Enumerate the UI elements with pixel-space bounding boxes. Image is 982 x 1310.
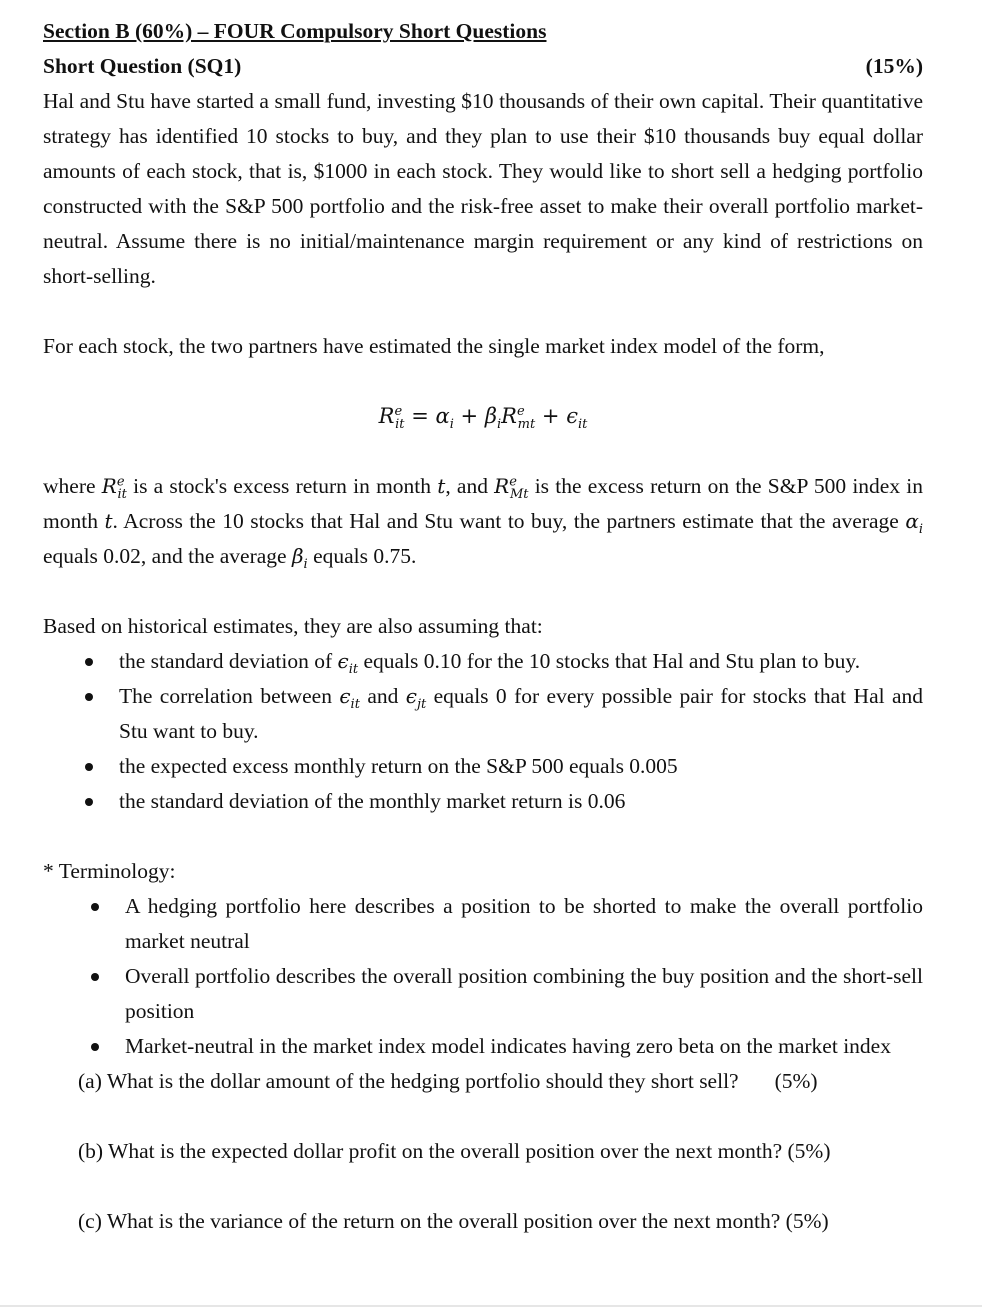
- bullet-icon: [85, 693, 93, 701]
- stock-excess-return-symbol: $R^e_{it}$: [101, 474, 127, 502]
- section-title: Section B (60%) – FOUR Compulsory Short Questions: [43, 19, 547, 43]
- where-text-3: , and: [445, 474, 488, 498]
- list-item: A hedging portfolio here describes a position to be shorted to make the overall portfolio market neutral: [43, 889, 923, 959]
- where-text-4: is the excess return on the S&P 500 index in month: [43, 474, 924, 533]
- beta-symbol: $\beta_i$: [291, 544, 308, 572]
- where-text-2: is a stock's excess return in month: [133, 474, 432, 498]
- bullet-icon: [85, 658, 93, 666]
- bullet-icon: [91, 973, 99, 981]
- month-symbol: t: [437, 474, 446, 498]
- question-header: [43, 49, 923, 84]
- question-weight: (15%): [865, 54, 923, 78]
- page-bottom-divider: [0, 1305, 982, 1307]
- list-item: the expected excess monthly return on the S&P 500 equals 0.005: [43, 749, 923, 784]
- list-item: Market-neutral in the market index model indicates having zero beta on the market index: [43, 1029, 923, 1064]
- bullet-icon: [85, 763, 93, 771]
- epsilon-symbol: $\epsilon_{it}$: [337, 649, 359, 677]
- list-item: Overall portfolio describes the overall position combining the buy position and the short-sell position: [43, 959, 923, 1029]
- question-c: (c) What is the variance of the return on the overall position over the next month? (5%): [78, 1209, 829, 1233]
- bullet-icon: [91, 903, 99, 911]
- question-a: (a) What is the dollar amount of the hedging portfolio should they short sell? (5%): [78, 1069, 818, 1093]
- bullet-icon: [85, 798, 93, 806]
- where-text-7: equals 0.75.: [313, 544, 417, 568]
- assumptions-list: [43, 644, 923, 819]
- epsilon-symbol: $\epsilon_{jt}$: [405, 684, 427, 712]
- where-text-5: . Across the 10 stocks that Hal and Stu want to buy, the partners estimate that the average: [112, 509, 899, 533]
- terminology-list: [43, 889, 923, 1064]
- question-b: (b) What is the expected dollar profit on the overall position over the next month? (5%): [78, 1139, 831, 1163]
- index-model-equation: $R^e_{it} = \alpha_i + \beta_iR^e_{mt} + \epsilon_{it}$: [378, 404, 588, 433]
- month-symbol: t: [104, 509, 113, 533]
- terminology-heading: * Terminology:: [43, 859, 176, 883]
- document-page: [43, 14, 923, 1239]
- list-item: The correlation between $\epsilon_{it}$ and $\epsilon_{jt}$ equals 0 for every possible pair for stocks that Hal and Stu want to buy.: [43, 679, 923, 749]
- list-item: the standard deviation of $\epsilon_{it}$ equals 0.10 for the 10 stocks that Hal and Stu plan to buy.: [43, 644, 923, 679]
- epsilon-symbol: $\epsilon_{it}$: [339, 684, 360, 712]
- where-text-6: equals 0.02, and the average: [43, 544, 287, 568]
- assumptions-intro: Based on historical estimates, they are also assuming that:: [43, 614, 543, 638]
- model-intro: For each stock, the two partners have estimated the single market index model of the form,: [43, 334, 825, 358]
- market-excess-return-symbol: $R^e_{Mt}$: [494, 474, 529, 502]
- where-paragraph: [43, 469, 923, 574]
- question-title: Short Question (SQ1): [43, 54, 242, 78]
- list-item: the standard deviation of the monthly market return is 0.06: [43, 784, 923, 819]
- intro-paragraph: Hal and Stu have started a small fund, investing $10 thousands of their own capital. Their quantitative strategy has identified 10 stocks to buy, and they plan to use their $10 thousands buy equal dollar amounts of each stock, that is, $1000 in each stock. They would like to short sell a hedging portfolio constructed with the S&P 500 portfolio and the risk-free asset to make their overall portfolio market-neutral. Assume there is no initial/maintenance margin requirement or any kind of restrictions on short-selling.: [43, 89, 923, 288]
- alpha-symbol: $\alpha_i$: [905, 509, 924, 537]
- where-text-1: where: [43, 474, 96, 498]
- bullet-icon: [91, 1043, 99, 1051]
